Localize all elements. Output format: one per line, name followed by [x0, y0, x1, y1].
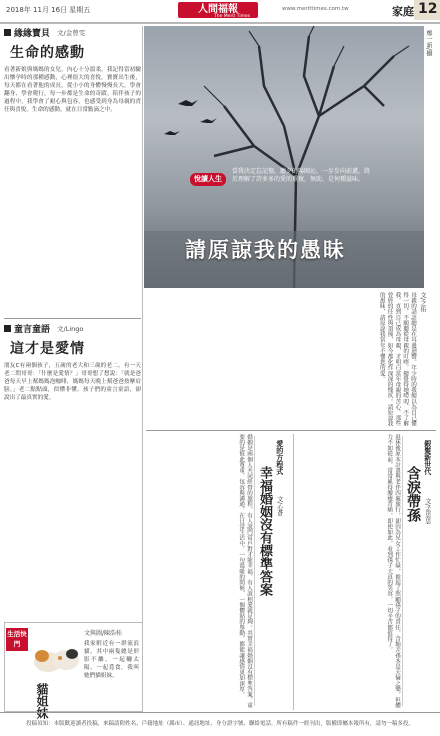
author: 文/心蒼 [275, 496, 283, 517]
section-label: 緣緣寶貝 [14, 29, 51, 39]
section-header [4, 322, 141, 335]
article-title: 幸福婚姻沒有標準答案 [257, 466, 272, 596]
section-title: 家庭 [392, 5, 414, 18]
cat-photo [30, 636, 82, 676]
article-title: 含淚帶孫 [405, 466, 421, 522]
section-label: 童言童語 [14, 325, 51, 335]
author: 文/金曾雯 [57, 29, 86, 37]
photo-box-author: 文與圖/陳浩桂 [84, 630, 123, 637]
article-body: 看著新娘與媽媽的女兒，內心十分溫柔。我記得當初驗出懷孕時的那種感動，心裡很大的喜悅。寶寶出生後，每天都在看著他的成長，從小小的身體慢慢長大，學會翻身、學會爬行，每一步都是生命的奇蹟。陪伴孩子的過程中，我學會了耐心與包容，也感受到身為母親的責任與喜悅。生命的感動，就在日常點滴之中。 [4, 67, 141, 114]
article-body: 退休後原本計畫與老伴四處旅行，卻因為兒女工作忙碌，擔起了照顧孫子的責任。含飴弄孫本是天倫之樂，但體力不如從前，常常累得腰痠背痛。即使如此，看到孫子天真的笑容，一切辛苦都值得了。 [386, 434, 400, 709]
article-heading-box [402, 436, 437, 706]
divider [4, 318, 141, 319]
article-title: 生命的感動 [10, 45, 85, 61]
section-label: 銀髮新世代 [423, 440, 432, 475]
photo-credit: 鄭一新/攝 [425, 30, 432, 57]
article-title: 這才是愛情 [10, 341, 85, 357]
article-marriage [146, 434, 292, 710]
square-bullet-icon [4, 29, 11, 36]
article-body: 朋友C有兩個孩子，五歲的老大和三歲的老二。有一天老二問哥哥：「什麼是愛情？」哥哥想了想說：「就是爸爸每天早上幫媽媽泡咖啡，媽媽每天晚上幫爸爸按摩肩膀。」老二點點頭，似懂非懂。孩子們的童言童語，卻說出了最真實的愛。 [4, 363, 141, 402]
feature-author: 文/之佑 [419, 292, 426, 313]
divider [146, 430, 436, 431]
masthead-date: 2018年 11月 16日 星期五 [6, 6, 91, 14]
author: 文/孟思思 [423, 498, 431, 525]
footer-notice: 投稿須知：本版歡迎讀者投稿，來稿請附姓名、戶籍地址（縣市）、通訊地址、身分證字號、聯絡電話。所有稿件一經刊出，版權即屬本報所有，請勿一稿多投。 [0, 712, 440, 736]
masthead-subtitle: The Merit Times [214, 14, 251, 19]
masthead-url: www.merittimes.com.tw [282, 6, 349, 12]
photo-box-title: 貓姐妹 [35, 683, 49, 719]
section-header [4, 26, 141, 39]
feature-headline: 請原諒我的愚昧 [185, 238, 346, 262]
column-tag: 悅讀人生 [190, 173, 226, 186]
square-bullet-icon [4, 325, 11, 332]
feature-body: 母親的話語總是在耳邊迴響。年少時的我總以為自己懂得一切，不願聽從母親的叮嚀，總覺得她嘮叨、不了解我。直到自己成為母親，才明白當年母親的苦心。那些曾經的任性與頂撞，如今都化作深深的愧疚。請原諒我的愚昧，請原諒我當年不懂您的愛。 [378, 292, 416, 427]
photo-box-body: 我家附近有一群流浪貓，其中兩隻總是形影不離，一起曬太陽、一起覓食，我叫她們貓姐妹。 [84, 641, 139, 680]
divider [142, 26, 143, 710]
left-article-mid [4, 322, 141, 600]
masthead-logo: 人間福報 [178, 2, 258, 18]
page-number: 12 [418, 1, 438, 17]
article-grandchild [296, 434, 436, 710]
divider [293, 434, 294, 710]
feature-caption: 當我決定忘記傷，聽夕的陽圈沁，一步步向前邁，終於理解了許多多的愛的重複，無助，是何種滋味。 [232, 168, 371, 183]
article-heading-box [254, 436, 291, 706]
photo-box-label: 生活快門 [6, 628, 28, 651]
section-label: 愛的方程式 [275, 440, 284, 475]
left-article-top [4, 26, 141, 294]
author: 文/Lingo [57, 325, 84, 333]
article-body: 婚姻是兩個人共同經營的旅程。有人說門當戶對才能幸福，有人說相愛就足夠。其實幸福婚姻沒有標準答案，重要的是彼此尊重、包容與溝通。在日常生活中，一句溫暖的問候、一個體貼的舉動，都能讓感情更加深厚。 [238, 434, 252, 709]
